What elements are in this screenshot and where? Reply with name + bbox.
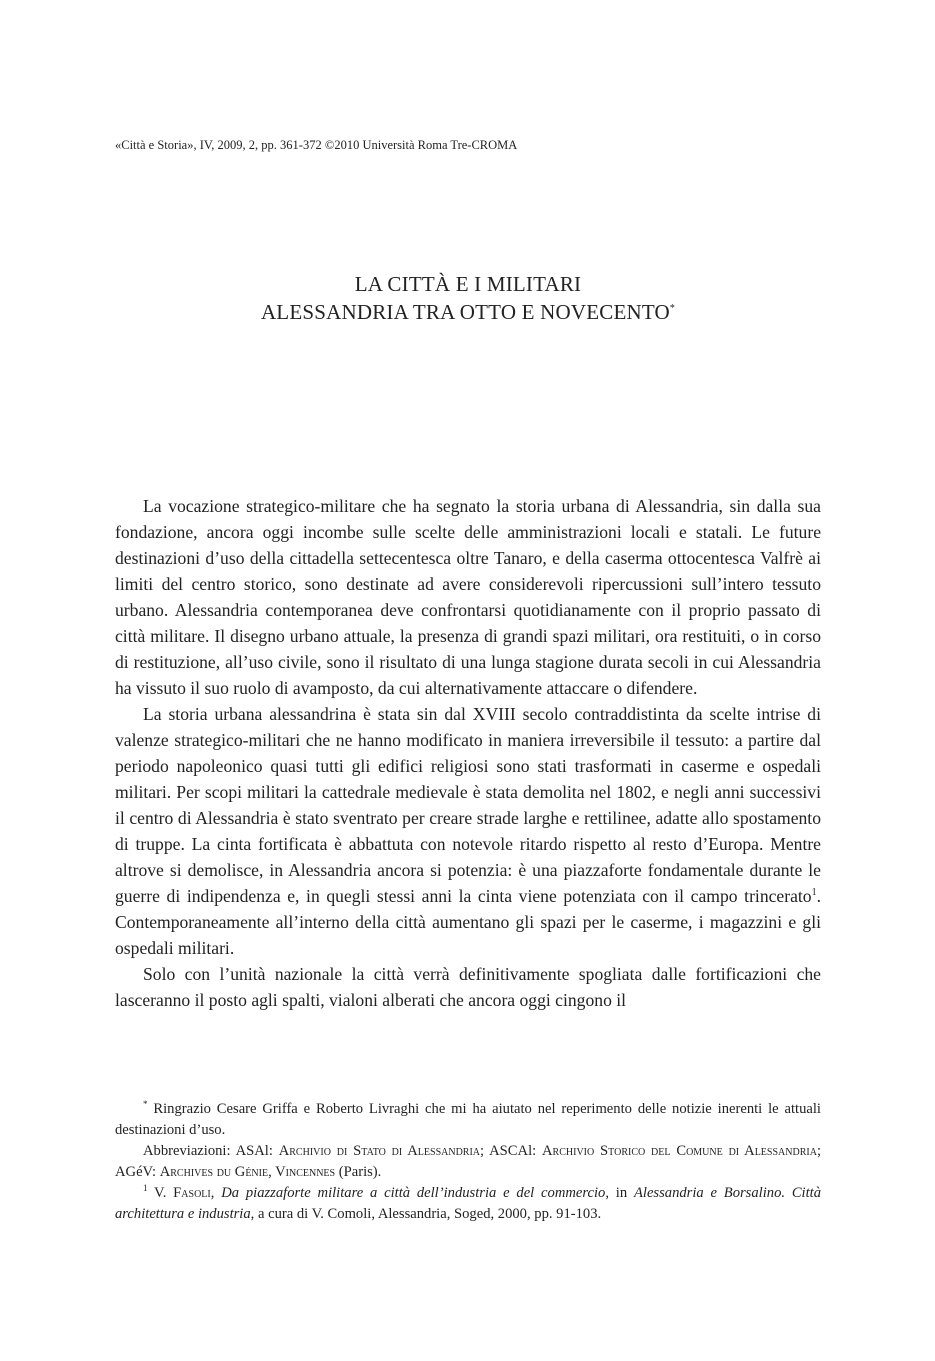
title-footnote-marker: *: [669, 303, 676, 314]
footnote-1-rest: , a cura di V. Comoli, Alessandria, Soged, 2000, pp. 91-103.: [250, 1206, 602, 1222]
body-paragraph-2-text-a: La storia urbana alessandrina è stata sin dal XVIII secolo contraddistinta da scelte intrise di valenze strategico-militari che ne hanno modificato in maniera irreversibile il tessuto: a partire dal periodo napoleonico quasi tutti gli edifici religiosi sono stati trasformati in caserme e ospedali militari. Per scopi militari la cattedrale medievale è stata demolita nel 1802, e negli anni successivi il centro di Alessandria è stato sventrato per creare strade larghe e rettilinee, adatte allo spostamento di truppe. La cinta fortificata è abbattuta con notevole ritardo rispetto al resto d’Europa. Mentre altrove si demolisce, in Alessandria ancora si potenzia: è una piazzaforte fondamentale durante le guerre di indipendenza e, in quegli stessi anni la cinta viene potenziata con il campo trincerato: [115, 704, 821, 906]
article-body: [115, 493, 821, 1013]
footnote-1-book: Alessandria e Borsalino. Città architettura e industria: [115, 1185, 822, 1222]
footnote-star-text: Ringrazio Cesare Griffa e Roberto Livraghi che mi ha aiutato nel reperimento delle notizie inerenti le attuali destinazioni d’uso.: [115, 1101, 821, 1138]
body-paragraph-1: La vocazione strategico-militare che ha segnato la storia urbana di Alessandria, sin dalla sua fondazione, ancora oggi incombe sulle scelte delle amministrazioni locali e statali. Le future destinazioni d’uso della cittadella settecentesca oltre Tanaro, e della caserma ottocentesca Valfrè ai limiti del centro storico, sono destinate ad avere considerevoli ripercussioni sull’intero tessuto urbano. Alessandria contemporanea deve confrontarsi quotidianamente con il proprio passato di città militare. Il disegno urbano attuale, la presenza di grandi spazi militari, ora restituiti, o in corso di restituzione, all’uso civile, sono il risultato di una lunga stagione durata secoli in cui Alessandria ha vissuto il suo ruolo di avamposto, da cui alternativamente attaccare o difendere.: [115, 496, 821, 698]
article-title: [115, 270, 821, 326]
footnote-1-marker: 1: [143, 1183, 148, 1194]
body-paragraph-2: [115, 701, 821, 961]
footnotes: [115, 1099, 821, 1225]
footnote-abbreviations: [115, 1141, 821, 1183]
abbr-mid-2: ; AGéV:: [115, 1143, 821, 1180]
title-line-1: LA CITTÀ E I MILITARI: [354, 272, 582, 296]
body-paragraph-2-text-b: . Contemporaneamente all’interno della città aumentano gli spazi per le caserme, i magazzini e gli ospedali militari.: [115, 886, 821, 958]
title-line-2-text: ALESSANDRIA TRA OTTO E NOVECENTO: [260, 300, 670, 324]
journal-citation-header: «Città e Storia», IV, 2009, 2, pp. 361-372 ©2010 Università Roma Tre-CROMA: [115, 138, 518, 152]
footnote-ref-1: 1: [811, 887, 817, 899]
abbr-agev: Archives du Génie, Vincennes: [159, 1164, 336, 1180]
footnote-star-marker: *: [143, 1099, 148, 1110]
footnote-star: [115, 1099, 821, 1141]
abbr-label: Abbreviazioni: ASAl:: [143, 1143, 279, 1159]
body-paragraph-3: Solo con l’unità nazionale la città verrà definitivamente spogliata dalle fortificazioni che lasceranno il posto agli spalti, vialoni alberati che ancora oggi cingono il: [115, 964, 821, 1010]
abbr-ascal: Archivio Storico del Comune di Alessandria: [542, 1143, 817, 1159]
abbr-asal: Archivio di Stato di Alessandria: [278, 1143, 481, 1159]
footnote-1-initial: V.: [147, 1185, 174, 1201]
footnote-1-title: Da piazzaforte militare a città dell’industria e del commercio: [221, 1185, 606, 1201]
footnote-1: [115, 1183, 821, 1225]
footnote-1-surname: Fasoli: [173, 1185, 211, 1201]
title-line-2: [115, 298, 821, 326]
abbr-end: (Paris).: [335, 1164, 382, 1180]
abbr-mid-1: ; ASCAl:: [480, 1143, 543, 1159]
footnote-1-in: , in: [605, 1185, 634, 1201]
footnote-1-sep: ,: [210, 1185, 222, 1201]
